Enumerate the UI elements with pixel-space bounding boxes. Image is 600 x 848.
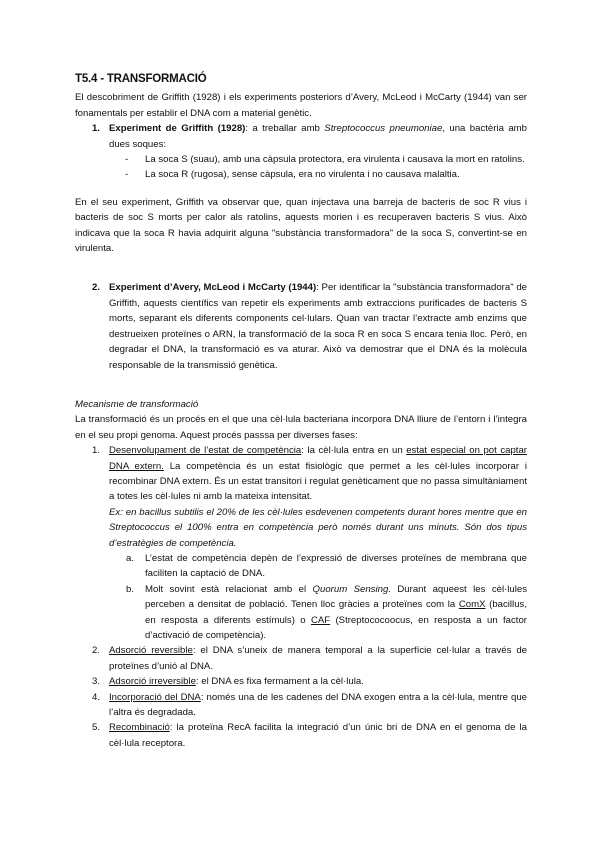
list-item <box>109 152 527 167</box>
mechanism-steps <box>75 443 527 751</box>
step-text: : la cèl·lula entra en un <box>301 445 407 457</box>
section-title: T5.4 - TRANSFORMACIÓ <box>75 73 207 85</box>
griffith-heading: Experiment de Griffith (1928) <box>109 123 246 135</box>
step-name: Adsorció irreversible <box>109 676 196 688</box>
avery-text: : Per identificar la "substància transformadora" de Griffith, aquests científics van repetir els experiments amb extraccions purificades de bacteris S morts, separant els diferents components cel·lulars. Quan van tractar l’extracte amb enzims que destrueixen proteïnes o ARN, la transformació de la soca R en soca S encara tenia lloc. Però, en degradar el DNA, la transformació es va aturar. Això va demostrar que el DNA és la molècula responsable de la transmissió genètica. <box>109 282 528 371</box>
step-text: La competència és un estat fisiològic que permet a les cèl·lules incorporar i recombinar DNA extern. És un estat transitori i regulat genèticament que no passa simultàniament a totes les cèl·lules ni amb la mateixa intensitat. <box>109 460 527 503</box>
step-name: Recombinació <box>109 722 170 734</box>
step-name: Incorporació del DNA <box>109 691 201 703</box>
step-text: : el DNA s’uneix de manera temporal a la superfície cel·lular a través de proteïnes d’unió al DNA. <box>109 645 527 672</box>
caf-term: CAF <box>310 614 331 626</box>
list-number: 3. <box>92 676 101 688</box>
mechanism-intro: La transformació és un procés en el que una cèl·lula bacteriana incorpora DNA lliure de l’entorn i l’integra en el seu propi genoma. Aquest procés passsa per diverses fases: <box>75 414 527 441</box>
sub-steps <box>109 551 527 643</box>
griffith-text: : a treballar amb <box>245 123 325 135</box>
sub-text: (Streptococoocus, en resposta a un factor d’activació de competència). <box>145 614 527 641</box>
comx-term: ComX <box>458 599 486 611</box>
bullet-marker: - <box>125 169 129 181</box>
list-number: 1. <box>92 445 101 457</box>
list-item-step-5 <box>75 720 527 751</box>
experiments-list-2 <box>75 280 527 372</box>
list-number: 5. <box>92 722 101 734</box>
quorum-sensing-term: Quorum Sensing <box>312 583 389 595</box>
strain-r-text: La soca R (rugosa), sense càpsula, era no virulenta i no causava malaltia. <box>145 169 460 181</box>
list-item-step-1 <box>75 443 527 643</box>
mechanism-heading: Mecanisme de transformació <box>75 398 199 410</box>
experiments-list <box>75 121 527 183</box>
sub-marker: a. <box>126 552 135 564</box>
list-number: 2. <box>92 645 101 657</box>
list-item-step-3 <box>75 674 527 689</box>
strain-s-text: La soca S (suau), amb una càpsula protectora, era virulenta i causava la mort en ratolins. <box>145 154 525 166</box>
example-text: Ex: en bacillus subtilis el 20% de les cèl·lules esdevenen competents durant hores mentre que en Streptococcus el 100% entra en competència però només durant uns minuts. Són dos tipus d’estratègies de competència. <box>109 506 527 549</box>
griffith-text: , una bactèria amb dues soques: <box>109 123 527 150</box>
sub-text: Molt sovint està relacionat amb el <box>145 583 313 595</box>
step-name: Adsorció reversible <box>109 645 193 657</box>
list-item-step-2 <box>75 643 527 674</box>
avery-heading: Experiment d’Avery, McLeod i McCarty (1944) <box>109 282 317 294</box>
list-item-avery <box>75 280 527 372</box>
bullet-marker: - <box>125 154 129 166</box>
list-number: 1. <box>92 123 101 135</box>
list-item <box>109 582 527 644</box>
strain-list <box>109 152 527 183</box>
sub-text: (bacillus, en resposta a diferents estímuls) o <box>145 599 527 626</box>
step-text: : només una de les cadenes del DNA exogen entra a la cèl·lula, mentre que l’altra és degradada. <box>109 691 527 719</box>
step-text: : la proteïna RecA facilita la integració d’un únic bri de DNA en el genoma de la cèl·lula receptora. <box>109 722 527 749</box>
step-name: Desenvolupament de l’estat de competència <box>109 445 302 457</box>
sub-marker: b. <box>126 583 135 595</box>
document-page <box>75 72 527 751</box>
step-text: : el DNA es fixa fermament a la cèl·lula. <box>195 676 364 688</box>
species-name: Streptococcus pneumoniae <box>324 123 443 135</box>
step-underlined-text: estat especial on pot captar DNA extern. <box>109 445 527 472</box>
intro-paragraph: El descobriment de Griffith (1928) i els experiments posteriors d’Avery, McLeod i McCarty (1944) van ser fonamentals per establir el DNA com a material genètic. <box>75 92 527 119</box>
list-item <box>109 167 527 182</box>
griffith-paragraph: En el seu experiment, Griffith va observar que, quan injectava una barreja de bacteris de soc R vius i bacteris de soc S morts per calor als ratolins, aquests morien i es recuperaven bacteris S vius. Això indicava que la soca R havia adquirit alguna "substància transformadora" de la soca S, convertint-se en virulenta. <box>75 196 527 255</box>
sub-text: . Durant aqueest les cèl·lules perceben a densitat de població. Tenen lloc gràcies a proteïnes com la <box>145 583 528 611</box>
list-item-step-4 <box>75 690 527 721</box>
sub-text: L’estat de competència depèn de l’expressió de diverses proteïnes de membrana que faciliten la captació de DNA. <box>145 552 527 580</box>
list-number: 2. <box>92 282 101 294</box>
list-item <box>109 551 527 582</box>
list-number: 4. <box>92 691 101 703</box>
list-item-griffith <box>75 121 527 183</box>
